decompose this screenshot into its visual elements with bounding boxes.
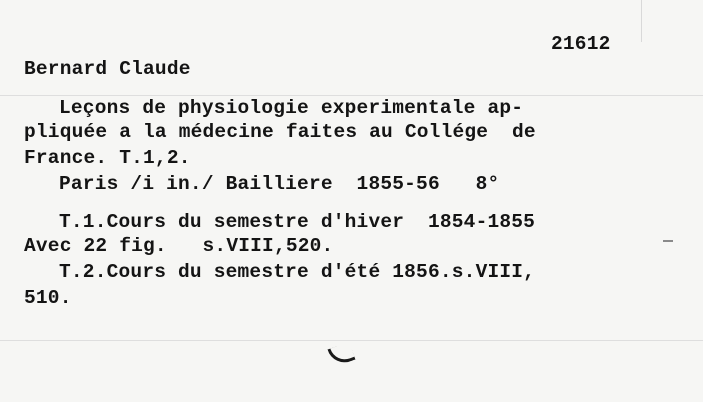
pen-stroke-mark [327, 342, 355, 368]
description-line: Leçons de physiologie experimentale ap- [59, 97, 524, 119]
volume-line: T.2.Cours du semestre d'été 1856.s.VIII, [59, 261, 536, 283]
volume-line: T.1.Cours du semestre d'hiver 1854-1855 [59, 211, 536, 233]
call-number: 21612 [551, 33, 611, 55]
card-rule-line [0, 340, 703, 341]
description-line: pliquée a la médecine faites au Collége de [24, 121, 536, 143]
author-name: Bernard Claude [24, 58, 191, 80]
pencil-mark [663, 240, 673, 242]
imprint-line: Paris /i in./ Bailliere 1855-56 8° [59, 173, 500, 195]
volume-line: Avec 22 fig. s.VIII,520. [24, 235, 334, 257]
description-line: France. T.1,2. [24, 147, 191, 169]
volume-line: 510. [24, 287, 72, 309]
show-through-text-top [20, 0, 660, 12]
card-vertical-rule [641, 0, 642, 42]
